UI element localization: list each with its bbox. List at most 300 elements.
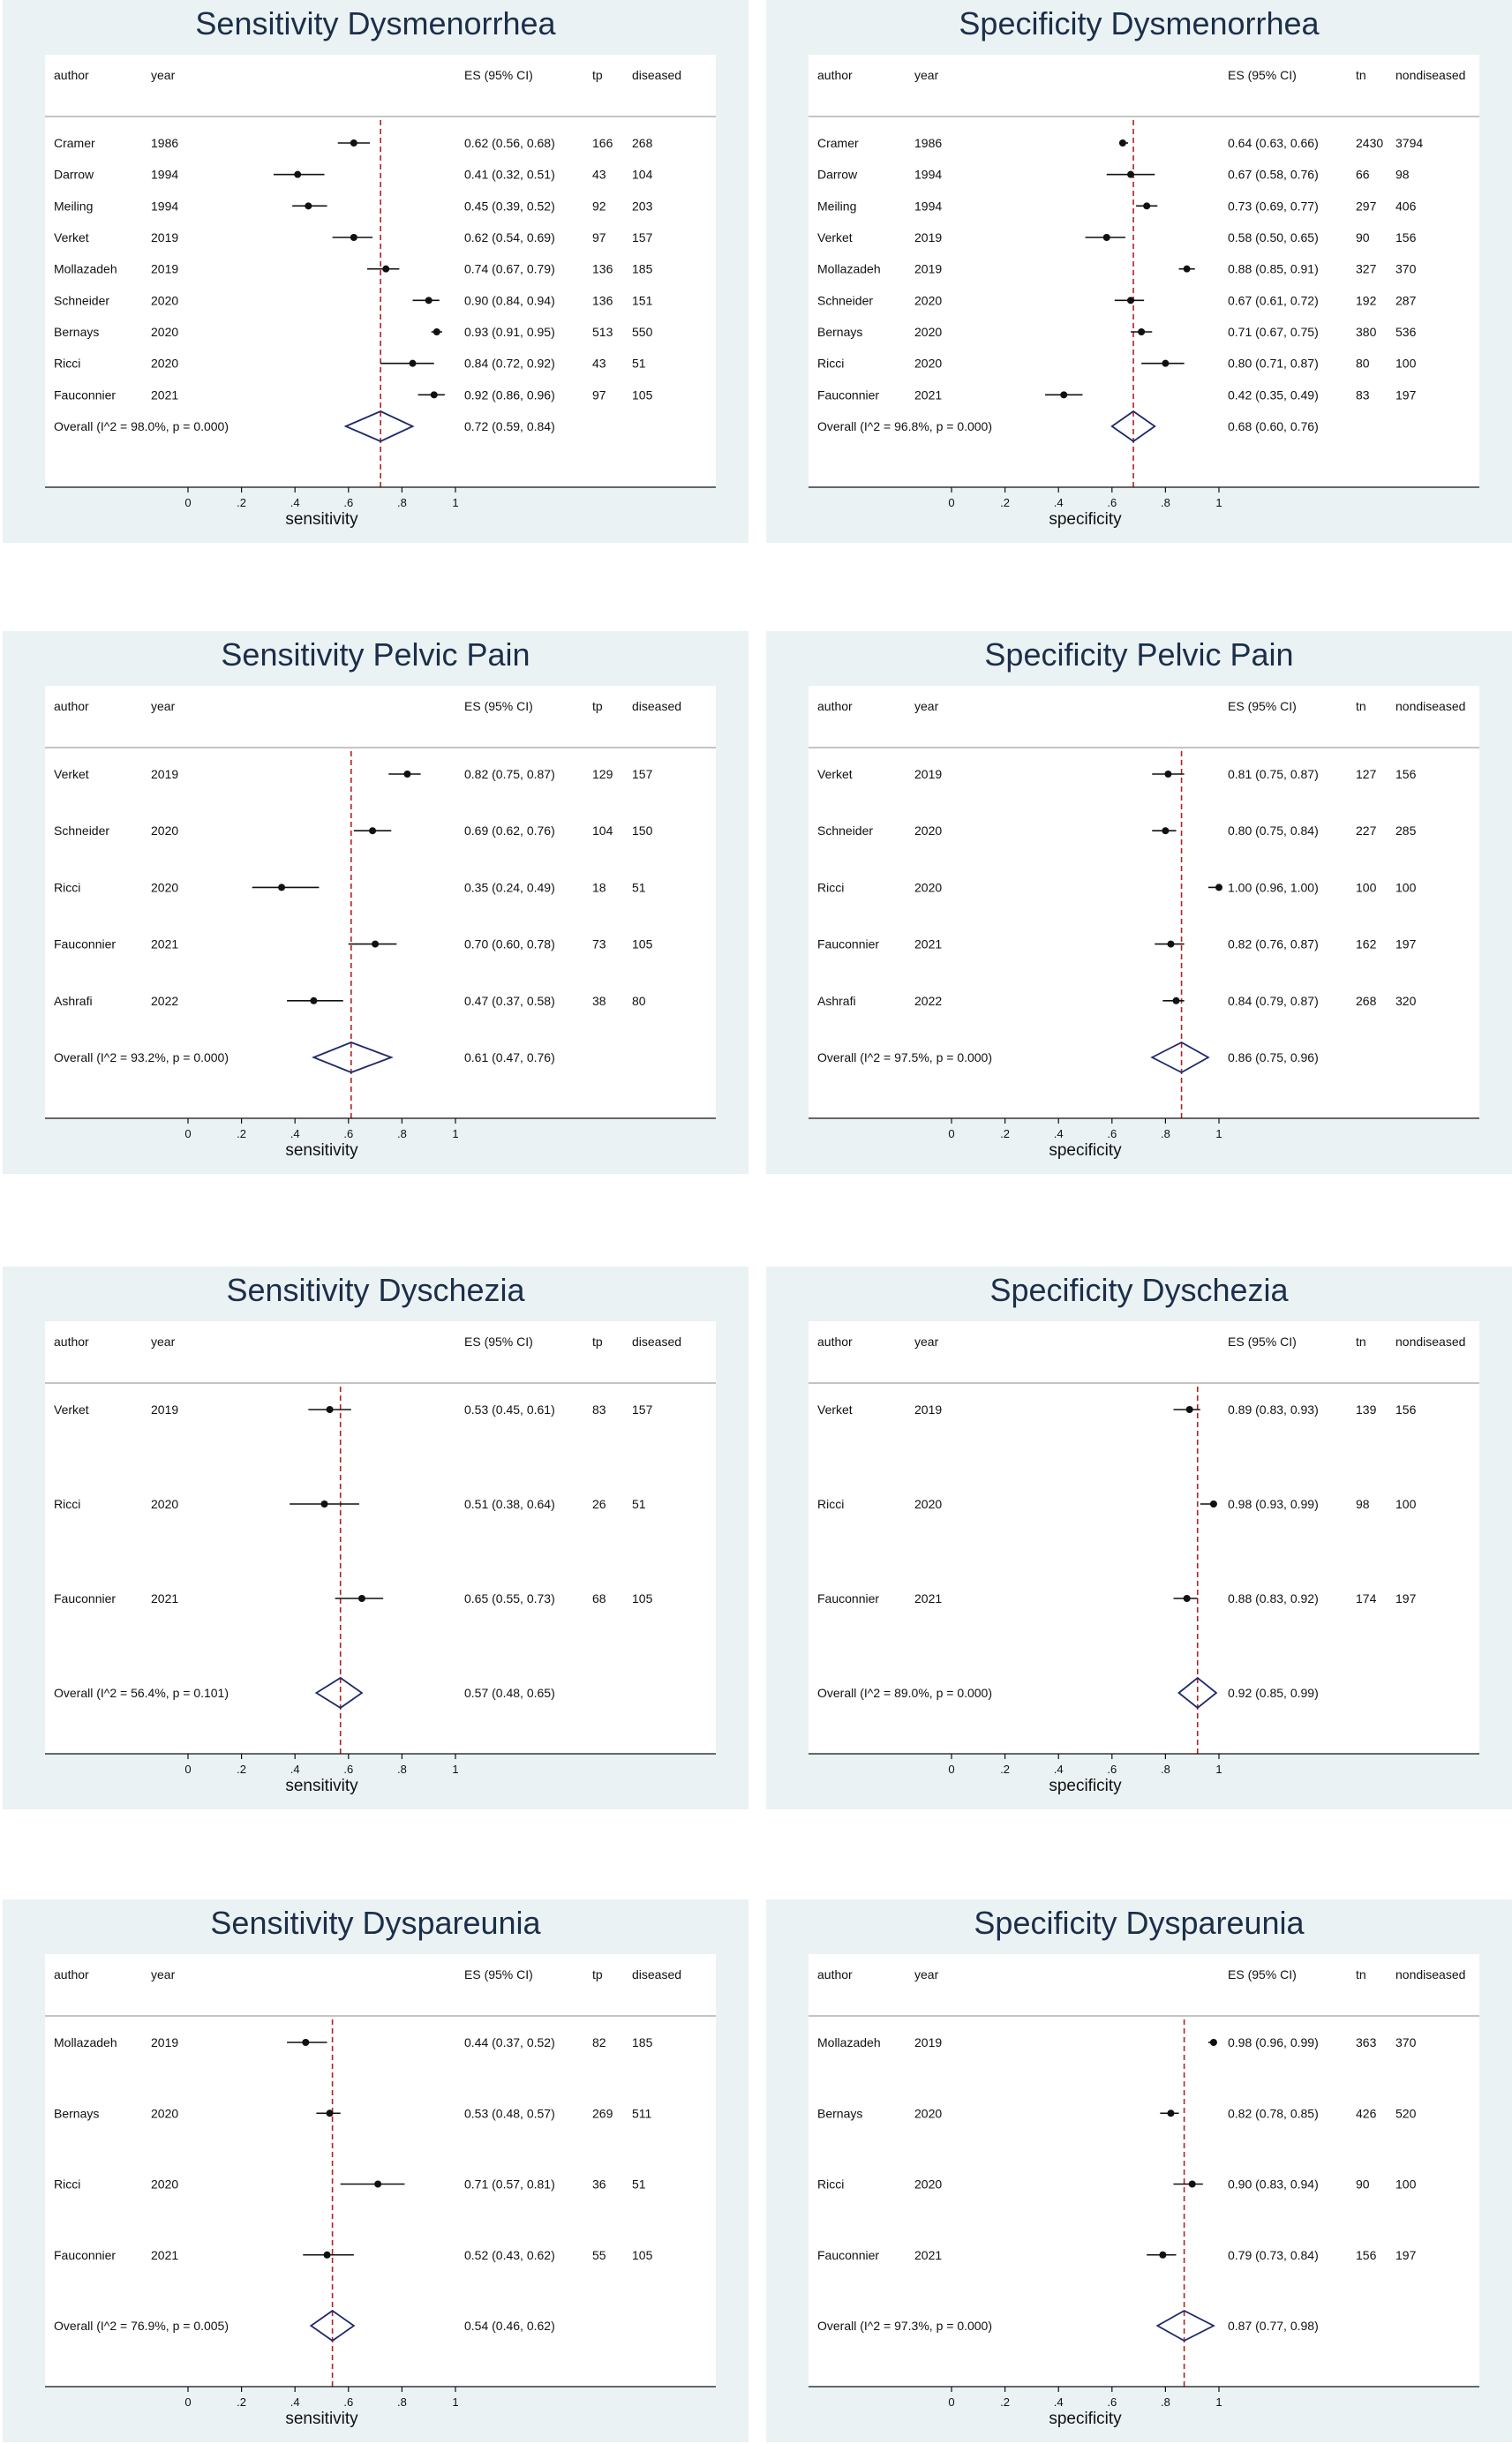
x-tick-label: .2 — [237, 1763, 247, 1776]
study-count: 192 — [1356, 293, 1377, 308]
study-count: 297 — [1356, 199, 1377, 214]
column-header: tn — [1356, 699, 1366, 713]
x-tick-label: .6 — [343, 1763, 354, 1776]
study-total: 185 — [632, 261, 653, 276]
study-total: 370 — [1395, 2035, 1417, 2049]
study-count: 127 — [1356, 767, 1377, 781]
study-es-ci: 0.79 (0.73, 0.84) — [1228, 2247, 1319, 2262]
study-es-ci: 0.35 (0.24, 0.49) — [464, 880, 555, 895]
study-total: 3794 — [1395, 136, 1424, 150]
study-total: 511 — [632, 2106, 652, 2121]
study-author: Bernays — [817, 325, 863, 339]
x-tick-label: 1 — [452, 1127, 459, 1140]
point-estimate — [1162, 360, 1169, 367]
column-header: ES (95% CI) — [1228, 68, 1297, 82]
forest-plot-panel — [3, 1899, 748, 2442]
study-count: 82 — [592, 2035, 606, 2049]
overall-label: Overall (I^2 = 98.0%, p = 0.000) — [54, 419, 229, 433]
study-year: 2020 — [914, 356, 943, 371]
chart-title: Sensitivity Dysmenorrhea — [195, 5, 556, 41]
study-es-ci: 1.00 (0.96, 1.00) — [1228, 880, 1319, 895]
study-author: Fauconnier — [817, 387, 880, 402]
study-author: Schneider — [54, 823, 110, 838]
column-header: author — [54, 68, 89, 82]
study-count: 227 — [1356, 823, 1377, 838]
forest-plot-panel — [3, 1267, 748, 1809]
x-tick-label: 0 — [948, 496, 955, 509]
column-header: nondiseased — [1395, 699, 1466, 713]
study-total: 80 — [632, 993, 646, 1008]
study-year: 2021 — [151, 936, 179, 951]
x-tick-label: .2 — [237, 496, 247, 509]
study-es-ci: 0.42 (0.35, 0.49) — [1228, 387, 1319, 402]
study-author: Mollazadeh — [817, 261, 881, 276]
point-estimate — [1060, 391, 1067, 398]
study-total: 51 — [632, 1497, 646, 1511]
study-count: 68 — [592, 1591, 606, 1606]
x-tick-label: .4 — [290, 2395, 300, 2409]
study-total: 105 — [632, 387, 653, 402]
study-count: 97 — [592, 387, 606, 402]
study-total: 406 — [1395, 199, 1417, 214]
study-year: 2021 — [914, 1591, 943, 1606]
column-header: ES (95% CI) — [464, 68, 533, 82]
column-header: author — [54, 699, 89, 713]
study-es-ci: 0.71 (0.57, 0.81) — [464, 2177, 555, 2192]
x-tick-label: .2 — [237, 1127, 247, 1140]
column-header: year — [151, 699, 176, 713]
overall-es-ci: 0.57 (0.48, 0.65) — [464, 1686, 555, 1700]
study-es-ci: 0.58 (0.50, 0.65) — [1228, 230, 1319, 244]
point-estimate — [327, 2109, 334, 2117]
study-author: Verket — [54, 1402, 89, 1417]
study-author: Ricci — [54, 880, 81, 895]
study-count: 129 — [592, 767, 613, 781]
study-author: Bernays — [817, 2106, 863, 2121]
column-header: diseased — [632, 68, 682, 82]
study-total: 51 — [632, 2177, 646, 2192]
study-year: 2021 — [151, 2247, 179, 2262]
overall-es-ci: 0.87 (0.77, 0.98) — [1228, 2319, 1319, 2333]
x-tick-label: .2 — [237, 2395, 247, 2409]
study-total: 156 — [1395, 230, 1417, 244]
study-author: Verket — [817, 767, 853, 781]
chart-title: Specificity Dyschezia — [989, 1272, 1289, 1308]
chart-title: Sensitivity Dyschezia — [226, 1272, 525, 1308]
x-tick-label: .8 — [1160, 2395, 1170, 2409]
column-header: author — [817, 68, 853, 82]
forest-plot-svg — [766, 0, 1512, 543]
x-axis-label: specificity — [1049, 1141, 1122, 1160]
study-total: 100 — [1395, 1497, 1417, 1511]
overall-label: Overall (I^2 = 97.5%, p = 0.000) — [817, 1050, 993, 1064]
study-author: Ricci — [817, 356, 845, 371]
x-tick-label: 1 — [1215, 1763, 1222, 1776]
study-total: 51 — [632, 356, 646, 371]
study-author: Ricci — [54, 2177, 81, 2192]
column-header: year — [151, 68, 176, 82]
study-count: 174 — [1356, 1591, 1377, 1606]
overall-es-ci: 0.54 (0.46, 0.62) — [464, 2319, 555, 2333]
study-author: Verket — [817, 1402, 853, 1417]
column-header: diseased — [632, 1967, 682, 1982]
x-tick-label: .8 — [1160, 1127, 1170, 1140]
study-author: Schneider — [817, 823, 874, 838]
point-estimate — [433, 328, 440, 335]
study-count: 92 — [592, 199, 606, 214]
study-total: 105 — [632, 2247, 653, 2262]
study-count: 513 — [592, 325, 613, 339]
x-tick-label: .4 — [290, 1127, 300, 1140]
study-total: 156 — [1395, 1402, 1417, 1417]
study-count: 136 — [592, 261, 613, 276]
x-axis-label: sensitivity — [285, 1141, 358, 1160]
study-count: 104 — [592, 823, 613, 838]
study-es-ci: 0.88 (0.83, 0.92) — [1228, 1591, 1319, 1606]
x-tick-label: .8 — [396, 2395, 407, 2409]
study-year: 2019 — [914, 230, 943, 244]
x-tick-label: 1 — [452, 496, 459, 509]
study-es-ci: 0.65 (0.55, 0.73) — [464, 1591, 555, 1606]
column-header: author — [817, 1335, 853, 1349]
study-es-ci: 0.51 (0.38, 0.64) — [464, 1497, 555, 1511]
x-tick-label: 0 — [184, 2395, 192, 2409]
point-estimate — [1138, 328, 1145, 335]
study-es-ci: 0.52 (0.43, 0.62) — [464, 2247, 555, 2262]
study-es-ci: 0.88 (0.85, 0.91) — [1228, 261, 1319, 276]
study-author: Ricci — [817, 2177, 845, 2192]
study-count: 83 — [592, 1402, 606, 1417]
overall-es-ci: 0.68 (0.60, 0.76) — [1228, 419, 1319, 433]
point-estimate — [431, 391, 438, 398]
x-tick-label: .4 — [1053, 1127, 1064, 1140]
column-header: author — [54, 1335, 89, 1349]
study-es-ci: 0.89 (0.83, 0.93) — [1228, 1402, 1319, 1417]
study-count: 97 — [592, 230, 606, 244]
study-year: 2021 — [914, 2247, 943, 2262]
study-year: 2019 — [914, 767, 943, 781]
study-total: 105 — [632, 936, 653, 951]
study-total: 370 — [1395, 261, 1417, 276]
point-estimate — [1162, 827, 1169, 834]
x-tick-label: .4 — [290, 496, 300, 509]
study-count: 136 — [592, 293, 613, 308]
study-count: 38 — [592, 993, 606, 1008]
point-estimate — [369, 827, 376, 834]
point-estimate — [1103, 234, 1110, 241]
study-year: 2019 — [151, 2035, 179, 2049]
chart-title: Specificity Dysmenorrhea — [959, 5, 1320, 41]
point-estimate — [1184, 266, 1191, 273]
point-estimate — [403, 771, 410, 778]
study-author: Schneider — [54, 293, 110, 308]
study-count: 26 — [592, 1497, 606, 1511]
study-count: 166 — [592, 136, 613, 150]
point-estimate — [324, 2252, 331, 2259]
point-estimate — [278, 884, 285, 891]
study-es-ci: 0.82 (0.76, 0.87) — [1228, 936, 1319, 951]
study-es-ci: 0.69 (0.62, 0.76) — [464, 823, 555, 838]
study-total: 536 — [1395, 325, 1417, 339]
study-count: 90 — [1356, 230, 1370, 244]
x-tick-label: 0 — [184, 1763, 192, 1776]
study-year: 2019 — [151, 1402, 179, 1417]
x-tick-label: .4 — [290, 1763, 300, 1776]
study-total: 51 — [632, 880, 646, 895]
study-year: 2020 — [151, 1497, 179, 1511]
study-es-ci: 0.84 (0.72, 0.92) — [464, 356, 555, 371]
x-tick-label: 0 — [948, 1127, 955, 1140]
x-tick-label: 0 — [184, 1127, 192, 1140]
study-es-ci: 0.62 (0.56, 0.68) — [464, 136, 555, 150]
study-es-ci: 0.53 (0.48, 0.57) — [464, 2106, 555, 2121]
study-year: 2020 — [151, 2106, 179, 2121]
column-header: tn — [1356, 1335, 1366, 1349]
point-estimate — [1159, 2252, 1166, 2259]
point-estimate — [310, 997, 317, 1004]
study-author: Mollazadeh — [54, 261, 117, 276]
study-total: 185 — [632, 2035, 653, 2049]
study-year: 2019 — [914, 261, 943, 276]
study-total: 550 — [632, 325, 653, 339]
study-year: 2019 — [151, 767, 179, 781]
study-es-ci: 0.45 (0.39, 0.52) — [464, 199, 555, 214]
study-count: 80 — [1356, 356, 1370, 371]
study-es-ci: 0.71 (0.67, 0.75) — [1228, 325, 1319, 339]
study-es-ci: 0.84 (0.79, 0.87) — [1228, 993, 1319, 1008]
column-header: tp — [592, 1967, 603, 1982]
study-author: Verket — [817, 230, 853, 244]
study-total: 150 — [632, 823, 653, 838]
study-total: 151 — [632, 293, 653, 308]
point-estimate — [350, 139, 357, 147]
study-count: 55 — [592, 2247, 606, 2262]
study-es-ci: 0.73 (0.69, 0.77) — [1228, 199, 1319, 214]
study-es-ci: 0.93 (0.91, 0.95) — [464, 325, 555, 339]
study-author: Darrow — [817, 167, 858, 182]
column-header: tn — [1356, 68, 1366, 82]
x-tick-label: 1 — [452, 2395, 459, 2409]
study-author: Fauconnier — [54, 936, 117, 951]
study-total: 520 — [1395, 2106, 1417, 2121]
x-axis-label: sensitivity — [285, 1777, 358, 1795]
study-year: 2021 — [914, 387, 943, 402]
column-header: ES (95% CI) — [1228, 1335, 1297, 1349]
study-count: 43 — [592, 167, 606, 182]
study-total: 105 — [632, 1591, 653, 1606]
study-es-ci: 0.44 (0.37, 0.52) — [464, 2035, 555, 2049]
column-header: year — [914, 1967, 939, 1982]
chart-title: Specificity Dyspareunia — [974, 1905, 1305, 1941]
point-estimate — [1127, 297, 1134, 304]
study-es-ci: 0.82 (0.75, 0.87) — [464, 767, 555, 781]
x-tick-label: .6 — [343, 496, 354, 509]
x-tick-label: 1 — [452, 1763, 459, 1776]
study-count: 327 — [1356, 261, 1377, 276]
column-header: tp — [592, 1335, 603, 1349]
study-year: 2021 — [914, 936, 943, 951]
study-year: 2021 — [151, 387, 179, 402]
study-total: 287 — [1395, 293, 1417, 308]
forest-plot-panel — [3, 631, 748, 1174]
study-total: 104 — [632, 167, 653, 182]
study-author: Fauconnier — [54, 1591, 117, 1606]
study-year: 2020 — [914, 293, 943, 308]
x-tick-label: .4 — [1053, 2395, 1064, 2409]
point-estimate — [374, 2181, 381, 2188]
study-year: 2020 — [151, 823, 179, 838]
column-header: ES (95% CI) — [1228, 1967, 1297, 1982]
study-total: 157 — [632, 1402, 653, 1417]
column-header: year — [151, 1967, 176, 1982]
point-estimate — [1167, 2109, 1174, 2117]
study-count: 98 — [1356, 1497, 1370, 1511]
point-estimate — [358, 1595, 365, 1602]
study-count: 18 — [592, 880, 606, 895]
study-total: 268 — [632, 136, 653, 150]
column-header: nondiseased — [1395, 1967, 1466, 1982]
overall-es-ci: 0.92 (0.85, 0.99) — [1228, 1686, 1319, 1700]
study-author: Fauconnier — [817, 2247, 880, 2262]
study-author: Ashrafi — [54, 993, 93, 1008]
study-count: 83 — [1356, 387, 1370, 402]
column-header: nondiseased — [1395, 1335, 1466, 1349]
study-count: 269 — [592, 2106, 613, 2121]
study-year: 2020 — [914, 325, 943, 339]
study-year: 2020 — [914, 2177, 943, 2192]
forest-plot-svg — [3, 1267, 748, 1809]
point-estimate — [372, 941, 379, 948]
forest-plot-panel — [766, 0, 1512, 543]
forest-plot-svg — [766, 1899, 1512, 2442]
forest-plot-panel — [766, 1899, 1512, 2442]
study-year: 1986 — [151, 136, 179, 150]
study-author: Ricci — [54, 1497, 81, 1511]
forest-plot-svg — [766, 1267, 1512, 1809]
overall-es-ci: 0.72 (0.59, 0.84) — [464, 419, 555, 433]
column-header: diseased — [632, 699, 682, 713]
study-year: 2019 — [914, 1402, 943, 1417]
study-count: 162 — [1356, 936, 1377, 951]
study-author: Mollazadeh — [817, 2035, 881, 2049]
study-year: 2020 — [914, 823, 943, 838]
x-tick-label: .8 — [396, 1763, 407, 1776]
study-author: Fauconnier — [817, 1591, 880, 1606]
study-count: 43 — [592, 356, 606, 371]
study-author: Verket — [54, 230, 89, 244]
point-estimate — [1186, 1406, 1193, 1413]
column-header: tp — [592, 699, 603, 713]
column-header: tp — [592, 68, 603, 82]
study-year: 2019 — [151, 261, 179, 276]
study-es-ci: 0.80 (0.71, 0.87) — [1228, 356, 1319, 371]
study-author: Verket — [54, 767, 89, 781]
overall-label: Overall (I^2 = 97.3%, p = 0.000) — [817, 2319, 993, 2333]
study-year: 2022 — [914, 993, 943, 1008]
point-estimate — [1210, 2039, 1217, 2046]
study-total: 100 — [1395, 2177, 1417, 2192]
column-header: year — [914, 699, 939, 713]
study-total: 98 — [1395, 167, 1410, 182]
study-year: 2021 — [151, 1591, 179, 1606]
study-author: Fauconnier — [54, 387, 117, 402]
x-tick-label: .8 — [396, 1127, 407, 1140]
study-count: 380 — [1356, 325, 1377, 339]
study-total: 197 — [1395, 936, 1417, 951]
study-year: 2020 — [151, 293, 179, 308]
chart-title: Specificity Pelvic Pain — [984, 636, 1294, 673]
column-header: year — [151, 1335, 176, 1349]
study-total: 197 — [1395, 387, 1417, 402]
study-es-ci: 0.80 (0.75, 0.84) — [1228, 823, 1319, 838]
study-es-ci: 0.47 (0.37, 0.58) — [464, 993, 555, 1008]
study-total: 320 — [1395, 993, 1417, 1008]
column-header: ES (95% CI) — [464, 1335, 533, 1349]
x-tick-label: .2 — [1000, 1763, 1011, 1776]
point-estimate — [1167, 941, 1174, 948]
study-es-ci: 0.70 (0.60, 0.78) — [464, 936, 555, 951]
study-es-ci: 0.92 (0.86, 0.96) — [464, 387, 555, 402]
study-count: 156 — [1356, 2247, 1377, 2262]
point-estimate — [1143, 202, 1150, 209]
column-header: ES (95% CI) — [464, 699, 533, 713]
point-estimate — [327, 1406, 334, 1413]
point-estimate — [1184, 1595, 1191, 1602]
x-tick-label: 0 — [948, 2395, 955, 2409]
column-header: tn — [1356, 1967, 1366, 1982]
study-es-ci: 0.53 (0.45, 0.61) — [464, 1402, 555, 1417]
x-tick-label: .8 — [1160, 496, 1170, 509]
point-estimate — [410, 360, 417, 367]
study-year: 1994 — [151, 199, 179, 214]
overall-label: Overall (I^2 = 76.9%, p = 0.005) — [54, 2319, 229, 2333]
x-tick-label: 1 — [1215, 1127, 1222, 1140]
study-year: 2019 — [914, 2035, 943, 2049]
x-axis-label: specificity — [1049, 1777, 1122, 1795]
overall-label: Overall (I^2 = 56.4%, p = 0.101) — [54, 1686, 229, 1700]
study-author: Bernays — [54, 325, 100, 339]
x-tick-label: .6 — [343, 2395, 354, 2409]
column-header: author — [54, 1967, 89, 1982]
x-tick-label: 0 — [184, 496, 192, 509]
forest-plot-svg — [766, 631, 1512, 1174]
point-estimate — [1119, 139, 1126, 147]
study-author: Ashrafi — [817, 993, 856, 1008]
x-tick-label: .6 — [1107, 496, 1117, 509]
column-header: year — [914, 1335, 939, 1349]
study-year: 2020 — [151, 325, 179, 339]
overall-es-ci: 0.61 (0.47, 0.76) — [464, 1050, 555, 1064]
study-year: 2020 — [151, 2177, 179, 2192]
study-year: 1986 — [914, 136, 943, 150]
study-es-ci: 0.67 (0.58, 0.76) — [1228, 167, 1319, 182]
point-estimate — [1173, 997, 1180, 1004]
study-count: 2430 — [1356, 136, 1384, 150]
chart-title: Sensitivity Dyspareunia — [210, 1905, 541, 1941]
column-header: ES (95% CI) — [464, 1967, 533, 1982]
study-es-ci: 0.64 (0.63, 0.66) — [1228, 136, 1319, 150]
study-author: Schneider — [817, 293, 874, 308]
column-header: ES (95% CI) — [1228, 699, 1297, 713]
study-year: 1994 — [151, 167, 179, 182]
column-header: nondiseased — [1395, 68, 1466, 82]
point-estimate — [305, 202, 312, 209]
study-author: Mollazadeh — [54, 2035, 117, 2049]
forest-plot-panel — [3, 0, 748, 543]
x-axis-label: sensitivity — [285, 510, 358, 529]
overall-es-ci: 0.86 (0.75, 0.96) — [1228, 1050, 1319, 1064]
overall-label: Overall (I^2 = 96.8%, p = 0.000) — [817, 419, 993, 433]
